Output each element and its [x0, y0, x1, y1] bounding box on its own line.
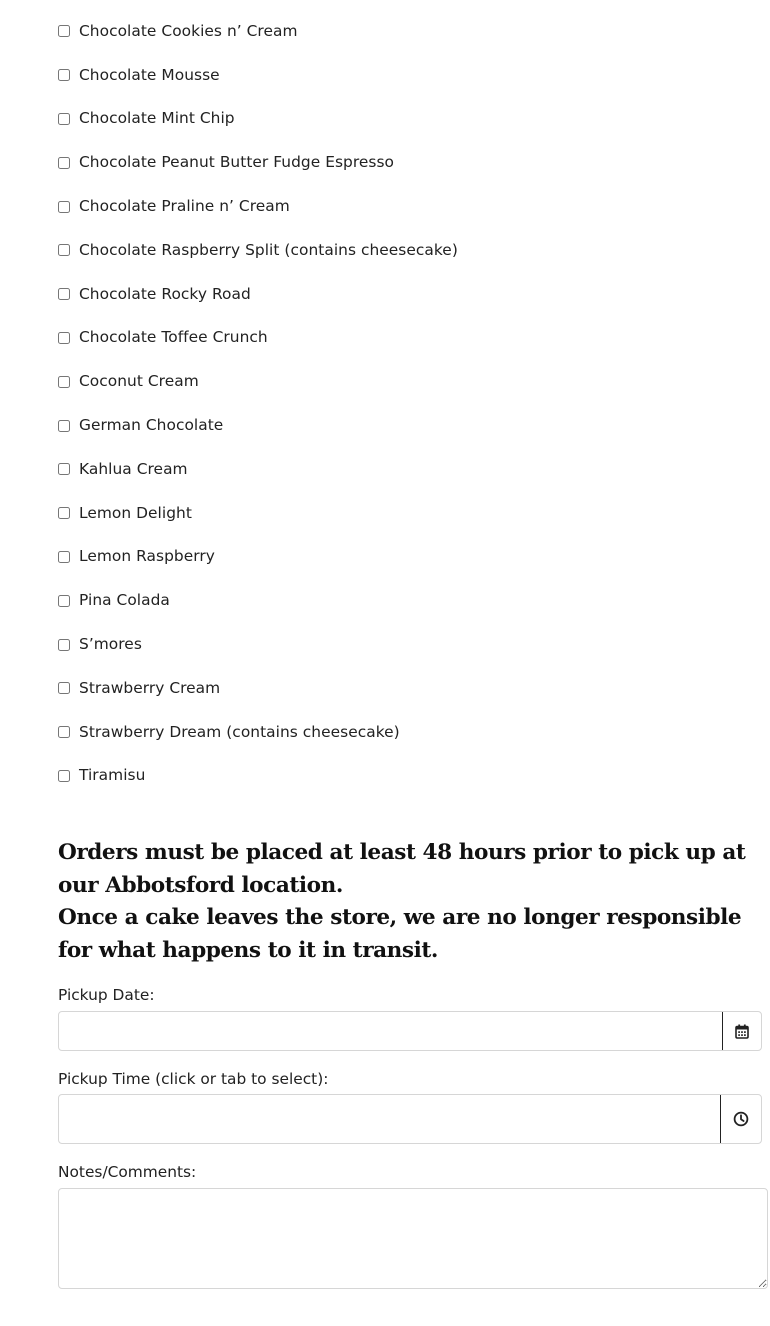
- flavor-label: Chocolate Peanut Butter Fudge Espresso: [79, 153, 395, 172]
- flavor-option[interactable]: [58, 140, 758, 184]
- flavor-option[interactable]: [58, 9, 758, 53]
- flavor-checkbox[interactable]: [58, 244, 70, 256]
- flavor-label: Chocolate Cookies n’ Cream: [79, 21, 298, 40]
- flavor-label: German Chocolate: [79, 416, 224, 435]
- flavor-option[interactable]: [58, 184, 758, 228]
- flavor-label: S’mores: [79, 635, 142, 654]
- flavor-checkbox[interactable]: [58, 288, 70, 300]
- flavor-checkbox[interactable]: [58, 69, 70, 81]
- flavor-label: Coconut Cream: [79, 372, 199, 391]
- flavor-label: Lemon Delight: [79, 503, 192, 522]
- flavor-label: Chocolate Praline n’ Cream: [79, 197, 290, 216]
- notes-label: Notes/Comments:: [58, 1163, 197, 1181]
- flavor-option[interactable]: [58, 535, 758, 579]
- flavor-checkbox[interactable]: [58, 507, 70, 519]
- flavor-option[interactable]: [58, 622, 758, 666]
- flavor-checkbox[interactable]: [58, 25, 70, 37]
- flavor-label: Kahlua Cream: [79, 459, 188, 478]
- flavor-checkbox[interactable]: [58, 463, 70, 475]
- flavor-option[interactable]: [58, 359, 758, 403]
- flavor-label: Chocolate Toffee Crunch: [79, 328, 268, 347]
- flavor-label: Chocolate Mint Chip: [79, 109, 235, 128]
- flavor-checkbox[interactable]: [58, 639, 70, 651]
- pickup-time-label: Pickup Time (click or tab to select):: [58, 1070, 329, 1088]
- flavor-checkbox[interactable]: [58, 770, 70, 782]
- flavor-checkbox[interactable]: [58, 201, 70, 213]
- flavor-checkbox[interactable]: [58, 376, 70, 388]
- flavor-checkbox[interactable]: [58, 551, 70, 563]
- flavor-label: Strawberry Cream: [79, 678, 221, 697]
- flavor-label: Pina Colada: [79, 591, 170, 610]
- pickup-date-picker-button[interactable]: [722, 1012, 761, 1050]
- notice-line-advance-order: Orders must be placed at least 48 hours prior to pick up at our Abbotsford location.: [58, 840, 746, 898]
- flavor-option[interactable]: [58, 447, 758, 491]
- flavor-option[interactable]: [58, 272, 758, 316]
- flavor-option[interactable]: [58, 53, 758, 97]
- flavor-checkbox-list: [58, 9, 758, 797]
- flavor-option[interactable]: [58, 97, 758, 141]
- flavor-checkbox[interactable]: [58, 726, 70, 738]
- flavor-label: Chocolate Raspberry Split (contains cheesecake): [79, 240, 458, 259]
- flavor-label: Tiramisu: [79, 766, 146, 785]
- flavor-checkbox[interactable]: [58, 595, 70, 607]
- clock-icon: [733, 1111, 749, 1127]
- pickup-date-label: Pickup Date:: [58, 986, 155, 1004]
- flavor-option[interactable]: [58, 316, 758, 360]
- calendar-icon: [735, 1024, 749, 1039]
- notes-textarea[interactable]: [58, 1188, 768, 1289]
- flavor-checkbox[interactable]: [58, 332, 70, 344]
- flavor-option[interactable]: [58, 403, 758, 447]
- flavor-checkbox[interactable]: [58, 682, 70, 694]
- order-notice: [58, 837, 758, 967]
- flavor-checkbox[interactable]: [58, 420, 70, 432]
- pickup-date-input[interactable]: [59, 1012, 722, 1050]
- pickup-time-input[interactable]: [59, 1095, 720, 1143]
- pickup-date-group: [58, 1011, 762, 1051]
- flavor-checkbox[interactable]: [58, 157, 70, 169]
- flavor-label: Chocolate Rocky Road: [79, 284, 251, 303]
- flavor-option[interactable]: [58, 754, 758, 798]
- flavor-option[interactable]: [58, 491, 758, 535]
- flavor-checkbox[interactable]: [58, 113, 70, 125]
- pickup-time-picker-button[interactable]: [720, 1095, 761, 1143]
- flavor-option[interactable]: [58, 666, 758, 710]
- flavor-label: Lemon Raspberry: [79, 547, 215, 566]
- flavor-label: Strawberry Dream (contains cheesecake): [79, 722, 400, 741]
- notice-line-transit: Once a cake leaves the store, we are no longer responsible for what happens to it in transit.: [58, 905, 742, 963]
- flavor-label: Chocolate Mousse: [79, 65, 220, 84]
- flavor-option[interactable]: [58, 578, 758, 622]
- flavor-option[interactable]: [58, 710, 758, 754]
- flavor-option[interactable]: [58, 228, 758, 272]
- pickup-time-group: [58, 1094, 762, 1144]
